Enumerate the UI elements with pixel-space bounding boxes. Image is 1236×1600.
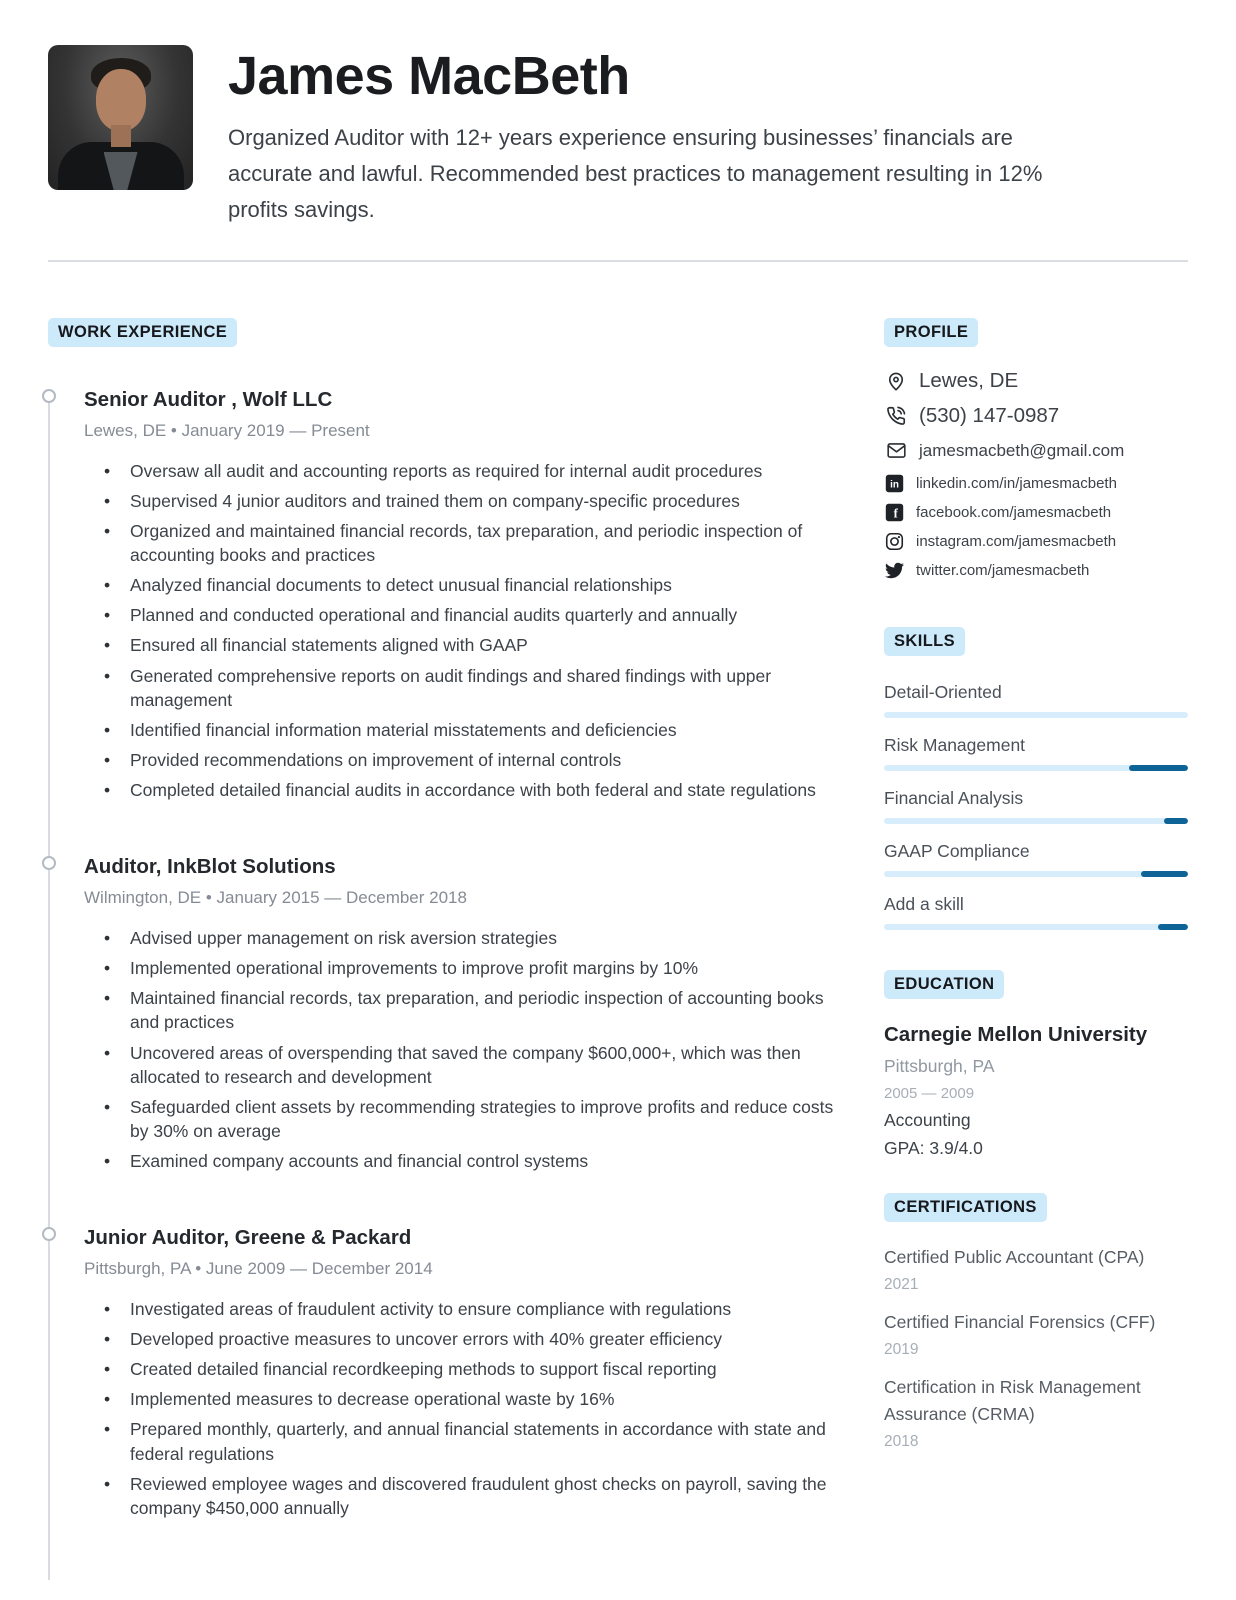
job-bullet: • Provided recommendations on improvement of internal controls (84, 748, 848, 772)
skill-name: Detail-Oriented (884, 681, 1002, 702)
education-heading: EDUCATION (884, 970, 1004, 999)
certification-year: 2019 (884, 1341, 919, 1359)
job-bullet: • Prepared monthly, quarterly, and annual financial statements in accordance with state and federal regulations (84, 1417, 848, 1465)
skill-item (884, 735, 1188, 771)
job-bullet: • Reviewed employee wages and discovered fraudulent ghost checks on payroll, saving the company $450,000 annually (84, 1472, 848, 1520)
skill-level-bar (884, 871, 1188, 877)
job-meta: Pittsburgh, PA • June 2009 — December 2014 (84, 1258, 433, 1278)
social-link-row[interactable] (884, 474, 1188, 494)
job-bullet: • Maintained financial records, tax preparation, and periodic inspection of accounting books and practices (84, 986, 848, 1034)
skill-level-bar (884, 765, 1188, 771)
certification-name: Certification in Risk Management Assurance (CRMA) (884, 1377, 1141, 1425)
skill-item (884, 841, 1188, 877)
timeline-dot (42, 389, 56, 403)
location-value: Lewes, DE (919, 368, 1019, 392)
skill-level-bar (884, 818, 1188, 824)
education-location: Pittsburgh, PA (884, 1055, 995, 1076)
job-entry (48, 1225, 848, 1520)
timeline-dot (42, 856, 56, 870)
skill-level-indicator (1129, 765, 1188, 771)
job-bullet: • Advised upper management on risk aversion strategies (84, 926, 848, 950)
education-section (884, 970, 1188, 1159)
education-gpa: GPA: 3.9/4.0 (884, 1137, 983, 1158)
skill-level-bar (884, 712, 1188, 718)
candidate-name: James MacBeth (228, 46, 630, 106)
header (48, 45, 1188, 228)
social-link-label: instagram.com/jamesmacbeth (916, 533, 1117, 551)
job-title: Senior Auditor , Wolf LLC (84, 387, 333, 411)
certifications-heading: CERTIFICATIONS (884, 1193, 1047, 1222)
job-bullet: • Implemented measures to decrease operational waste by 16% (84, 1387, 848, 1411)
email-value: jamesmacbeth@gmail.com (919, 440, 1125, 460)
job-entry (48, 854, 848, 1173)
certification-name: Certified Financial Forensics (CFF) (884, 1312, 1156, 1333)
profile-photo (48, 45, 193, 190)
experience-timeline (48, 387, 848, 1520)
phone-row (884, 404, 1188, 428)
header-divider (48, 260, 1188, 262)
location-row (884, 369, 1188, 393)
job-bullet-list (84, 1297, 848, 1520)
job-bullet: • Created detailed financial recordkeeping methods to support fiscal reporting (84, 1357, 848, 1381)
job-bullet: • Organized and maintained financial records, tax preparation, and periodic inspection of accounting books and practices (84, 519, 848, 567)
education-dates: 2005 — 2009 (884, 1084, 975, 1102)
certification-entry (884, 1309, 1188, 1359)
certification-entry (884, 1244, 1188, 1294)
certification-year: 2021 (884, 1276, 919, 1294)
social-link-row[interactable] (884, 503, 1188, 523)
certification-year: 2018 (884, 1433, 919, 1451)
certification-entry (884, 1374, 1188, 1451)
work-experience-section (48, 318, 848, 1572)
skill-level-bar (884, 924, 1188, 930)
social-link-row[interactable] (884, 532, 1188, 552)
job-bullet: • Examined company accounts and financial control systems (84, 1149, 848, 1173)
job-bullet: • Investigated areas of fraudulent activity to ensure compliance with regulations (84, 1297, 848, 1321)
job-bullet: • Completed detailed financial audits in accordance with both federal and state regulations (84, 778, 848, 802)
certifications-section (884, 1193, 1188, 1452)
education-school: Carnegie Mellon University (884, 1022, 1148, 1046)
job-bullet: • Safeguarded client assets by recommending strategies to improve profits and reduce costs by 30% on average (84, 1095, 848, 1143)
skill-item (884, 682, 1188, 718)
job-bullet-list (84, 926, 848, 1173)
social-link-label: twitter.com/jamesmacbeth (916, 562, 1090, 580)
linkedin-icon (884, 474, 904, 494)
job-title: Auditor, InkBlot Solutions (84, 855, 336, 879)
certification-name: Certified Public Accountant (CPA) (884, 1246, 1145, 1267)
skill-item (884, 894, 1188, 930)
job-bullet-list (84, 459, 848, 803)
job-bullet: • Ensured all financial statements aligned with GAAP (84, 633, 848, 657)
job-bullet: • Uncovered areas of overspending that saved the company $600,000+, which was then allocated to research and development (84, 1041, 848, 1089)
social-link-row[interactable] (884, 561, 1188, 581)
summary-text: Organized Auditor with 12+ years experience ensuring businesses’ financials are accurate and lawful. Recommended best practices to management resulting in 12% profits savings. (228, 125, 1043, 223)
job-bullet: • Implemented operational improvements to improve profit margins by 10% (84, 956, 848, 980)
skill-level-indicator (1164, 818, 1188, 824)
skill-name: GAAP Compliance (884, 840, 1030, 861)
job-bullet: • Developed proactive measures to uncover errors with 40% greater efficiency (84, 1327, 848, 1351)
skill-name: Risk Management (884, 734, 1026, 755)
profile-heading: PROFILE (884, 318, 978, 347)
job-meta: Lewes, DE • January 2019 — Present (84, 420, 370, 440)
job-title: Junior Auditor, Greene & Packard (84, 1226, 412, 1250)
skill-item (884, 788, 1188, 824)
skills-heading: SKILLS (884, 627, 965, 656)
skill-name: Financial Analysis (884, 787, 1024, 808)
social-link-label: facebook.com/jamesmacbeth (916, 504, 1112, 522)
job-bullet: • Generated comprehensive reports on audit findings and shared findings with upper management (84, 664, 848, 712)
profile-section (884, 318, 1188, 581)
location-pin-icon (884, 369, 908, 393)
job-bullet: • Identified financial information material misstatements and deficiencies (84, 718, 848, 742)
skills-section (884, 627, 1188, 930)
job-entry (48, 387, 848, 802)
job-bullet: • Analyzed financial documents to detect unusual financial relationships (84, 573, 848, 597)
instagram-icon (884, 532, 904, 552)
email-icon (884, 439, 908, 463)
facebook-icon (884, 503, 904, 523)
phone-value: (530) 147-0987 (919, 403, 1060, 427)
job-bullet: • Planned and conducted operational and financial audits quarterly and annually (84, 603, 848, 627)
social-link-label: linkedin.com/in/jamesmacbeth (916, 475, 1117, 493)
svg-text:in: in (889, 479, 899, 491)
twitter-icon (884, 561, 904, 581)
education-degree: Accounting (884, 1109, 971, 1130)
skill-level-indicator (1158, 924, 1188, 930)
work-experience-heading: WORK EXPERIENCE (48, 318, 237, 347)
phone-icon (884, 404, 908, 428)
timeline-dot (42, 1227, 56, 1241)
job-bullet: • Oversaw all audit and accounting reports as required for internal audit procedures (84, 459, 848, 483)
email-row[interactable] (884, 439, 1188, 463)
skill-level-indicator (1141, 871, 1188, 877)
svg-text:f: f (893, 507, 898, 522)
job-bullet: • Supervised 4 junior auditors and trained them on company-specific procedures (84, 489, 848, 513)
add-a-skill-placeholder[interactable]: Add a skill (884, 893, 964, 914)
job-meta: Wilmington, DE • January 2015 — December 2018 (84, 887, 467, 907)
